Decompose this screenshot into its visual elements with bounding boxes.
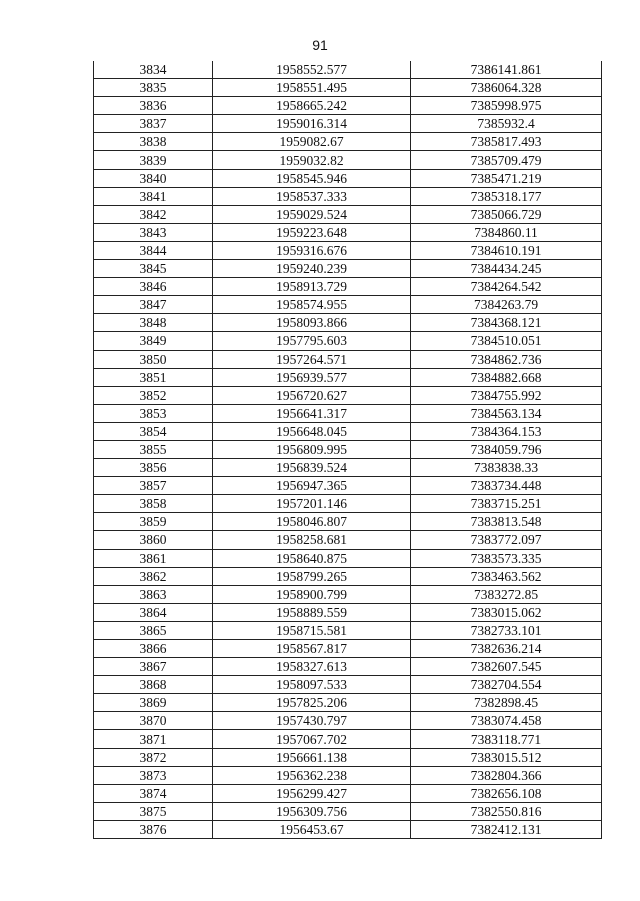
x-coordinate-cell: 1958327.613 <box>213 658 411 676</box>
y-coordinate-cell: 7386141.861 <box>411 61 602 79</box>
y-coordinate-cell: 7385066.729 <box>411 205 602 223</box>
table-row <box>94 531 602 549</box>
point-number-cell: 3870 <box>94 712 213 730</box>
x-coordinate-cell: 1959316.676 <box>213 241 411 259</box>
point-number-cell: 3849 <box>94 332 213 350</box>
table-row <box>94 585 602 603</box>
x-coordinate-cell: 1957201.146 <box>213 495 411 513</box>
point-number-cell: 3861 <box>94 549 213 567</box>
point-number-cell: 3841 <box>94 187 213 205</box>
x-coordinate-cell: 1957795.603 <box>213 332 411 350</box>
table-row <box>94 314 602 332</box>
point-number-cell: 3858 <box>94 495 213 513</box>
x-coordinate-cell: 1959032.82 <box>213 151 411 169</box>
point-number-cell: 3840 <box>94 169 213 187</box>
table-row <box>94 422 602 440</box>
y-coordinate-cell: 7382656.108 <box>411 784 602 802</box>
table-row <box>94 621 602 639</box>
table-row <box>94 549 602 567</box>
x-coordinate-cell: 1956809.995 <box>213 440 411 458</box>
table-row <box>94 603 602 621</box>
point-number-cell: 3850 <box>94 350 213 368</box>
point-number-cell: 3851 <box>94 368 213 386</box>
y-coordinate-cell: 7384364.153 <box>411 422 602 440</box>
x-coordinate-cell: 1956648.045 <box>213 422 411 440</box>
point-number-cell: 3852 <box>94 386 213 404</box>
table-row <box>94 784 602 802</box>
y-coordinate-cell: 7385709.479 <box>411 151 602 169</box>
x-coordinate-cell: 1959223.648 <box>213 223 411 241</box>
y-coordinate-cell: 7382636.214 <box>411 640 602 658</box>
table-row <box>94 260 602 278</box>
x-coordinate-cell: 1959016.314 <box>213 115 411 133</box>
point-number-cell: 3854 <box>94 422 213 440</box>
point-number-cell: 3855 <box>94 440 213 458</box>
x-coordinate-cell: 1957264.571 <box>213 350 411 368</box>
point-number-cell: 3857 <box>94 477 213 495</box>
table-row <box>94 513 602 531</box>
point-number-cell: 3865 <box>94 621 213 639</box>
point-number-cell: 3856 <box>94 459 213 477</box>
table-row <box>94 567 602 585</box>
coordinates-table <box>93 61 602 839</box>
x-coordinate-cell: 1956362.238 <box>213 766 411 784</box>
table-row <box>94 694 602 712</box>
y-coordinate-cell: 7384510.051 <box>411 332 602 350</box>
point-number-cell: 3845 <box>94 260 213 278</box>
point-number-cell: 3876 <box>94 820 213 838</box>
point-number-cell: 3873 <box>94 766 213 784</box>
y-coordinate-cell: 7385817.493 <box>411 133 602 151</box>
y-coordinate-cell: 7383118.771 <box>411 730 602 748</box>
point-number-cell: 3838 <box>94 133 213 151</box>
x-coordinate-cell: 1958567.817 <box>213 640 411 658</box>
table-row <box>94 440 602 458</box>
y-coordinate-cell: 7383734.448 <box>411 477 602 495</box>
point-number-cell: 3847 <box>94 296 213 314</box>
y-coordinate-cell: 7384263.79 <box>411 296 602 314</box>
table-row <box>94 133 602 151</box>
y-coordinate-cell: 7383074.458 <box>411 712 602 730</box>
table-row <box>94 187 602 205</box>
y-coordinate-cell: 7384368.121 <box>411 314 602 332</box>
point-number-cell: 3836 <box>94 97 213 115</box>
x-coordinate-cell: 1958258.681 <box>213 531 411 549</box>
x-coordinate-cell: 1958799.265 <box>213 567 411 585</box>
y-coordinate-cell: 7386064.328 <box>411 79 602 97</box>
x-coordinate-cell: 1958552.577 <box>213 61 411 79</box>
y-coordinate-cell: 7384610.191 <box>411 241 602 259</box>
y-coordinate-cell: 7382804.366 <box>411 766 602 784</box>
table-row <box>94 404 602 422</box>
page-number: 91 <box>312 37 328 53</box>
x-coordinate-cell: 1958913.729 <box>213 278 411 296</box>
table-row <box>94 332 602 350</box>
x-coordinate-cell: 1958889.559 <box>213 603 411 621</box>
y-coordinate-cell: 7385932.4 <box>411 115 602 133</box>
point-number-cell: 3863 <box>94 585 213 603</box>
x-coordinate-cell: 1958093.866 <box>213 314 411 332</box>
point-number-cell: 3834 <box>94 61 213 79</box>
table-row <box>94 278 602 296</box>
y-coordinate-cell: 7384860.11 <box>411 223 602 241</box>
table-row <box>94 676 602 694</box>
table-row <box>94 169 602 187</box>
x-coordinate-cell: 1958640.875 <box>213 549 411 567</box>
point-number-cell: 3844 <box>94 241 213 259</box>
x-coordinate-cell: 1956453.67 <box>213 820 411 838</box>
y-coordinate-cell: 7385471.219 <box>411 169 602 187</box>
point-number-cell: 3869 <box>94 694 213 712</box>
x-coordinate-cell: 1958097.533 <box>213 676 411 694</box>
table-row <box>94 748 602 766</box>
point-number-cell: 3860 <box>94 531 213 549</box>
y-coordinate-cell: 7383015.062 <box>411 603 602 621</box>
table-row <box>94 495 602 513</box>
point-number-cell: 3848 <box>94 314 213 332</box>
point-number-cell: 3867 <box>94 658 213 676</box>
y-coordinate-cell: 7384264.542 <box>411 278 602 296</box>
table-row <box>94 241 602 259</box>
table-row <box>94 658 602 676</box>
x-coordinate-cell: 1957067.702 <box>213 730 411 748</box>
point-number-cell: 3859 <box>94 513 213 531</box>
table-row <box>94 712 602 730</box>
y-coordinate-cell: 7383772.097 <box>411 531 602 549</box>
x-coordinate-cell: 1959082.67 <box>213 133 411 151</box>
x-coordinate-cell: 1957430.797 <box>213 712 411 730</box>
y-coordinate-cell: 7383015.512 <box>411 748 602 766</box>
x-coordinate-cell: 1956839.524 <box>213 459 411 477</box>
y-coordinate-cell: 7385318.177 <box>411 187 602 205</box>
point-number-cell: 3872 <box>94 748 213 766</box>
y-coordinate-cell: 7384755.992 <box>411 386 602 404</box>
y-coordinate-cell: 7384434.245 <box>411 260 602 278</box>
x-coordinate-cell: 1958900.799 <box>213 585 411 603</box>
y-coordinate-cell: 7383715.251 <box>411 495 602 513</box>
point-number-cell: 3846 <box>94 278 213 296</box>
x-coordinate-cell: 1959240.239 <box>213 260 411 278</box>
point-number-cell: 3871 <box>94 730 213 748</box>
x-coordinate-cell: 1959029.524 <box>213 205 411 223</box>
y-coordinate-cell: 7383463.562 <box>411 567 602 585</box>
x-coordinate-cell: 1958537.333 <box>213 187 411 205</box>
y-coordinate-cell: 7383573.335 <box>411 549 602 567</box>
point-number-cell: 3853 <box>94 404 213 422</box>
point-number-cell: 3835 <box>94 79 213 97</box>
point-number-cell: 3874 <box>94 784 213 802</box>
y-coordinate-cell: 7383838.33 <box>411 459 602 477</box>
point-number-cell: 3837 <box>94 115 213 133</box>
y-coordinate-cell: 7384563.134 <box>411 404 602 422</box>
x-coordinate-cell: 1958665.242 <box>213 97 411 115</box>
table-row <box>94 205 602 223</box>
point-number-cell: 3868 <box>94 676 213 694</box>
coordinates-table-body <box>94 61 602 839</box>
y-coordinate-cell: 7382704.554 <box>411 676 602 694</box>
table-row <box>94 223 602 241</box>
point-number-cell: 3875 <box>94 802 213 820</box>
y-coordinate-cell: 7382733.101 <box>411 621 602 639</box>
point-number-cell: 3862 <box>94 567 213 585</box>
table-row <box>94 350 602 368</box>
x-coordinate-cell: 1956661.138 <box>213 748 411 766</box>
point-number-cell: 3864 <box>94 603 213 621</box>
table-row <box>94 151 602 169</box>
y-coordinate-cell: 7384882.668 <box>411 368 602 386</box>
x-coordinate-cell: 1956939.577 <box>213 368 411 386</box>
table-row <box>94 766 602 784</box>
table-row <box>94 802 602 820</box>
y-coordinate-cell: 7382898.45 <box>411 694 602 712</box>
x-coordinate-cell: 1958545.946 <box>213 169 411 187</box>
y-coordinate-cell: 7384059.796 <box>411 440 602 458</box>
table-row <box>94 820 602 838</box>
x-coordinate-cell: 1958574.955 <box>213 296 411 314</box>
y-coordinate-cell: 7384862.736 <box>411 350 602 368</box>
point-number-cell: 3843 <box>94 223 213 241</box>
point-number-cell: 3839 <box>94 151 213 169</box>
x-coordinate-cell: 1956641.317 <box>213 404 411 422</box>
table-row <box>94 730 602 748</box>
x-coordinate-cell: 1957825.206 <box>213 694 411 712</box>
y-coordinate-cell: 7382550.816 <box>411 802 602 820</box>
y-coordinate-cell: 7383813.548 <box>411 513 602 531</box>
x-coordinate-cell: 1956309.756 <box>213 802 411 820</box>
table-row <box>94 459 602 477</box>
point-number-cell: 3842 <box>94 205 213 223</box>
y-coordinate-cell: 7382607.545 <box>411 658 602 676</box>
table-row <box>94 97 602 115</box>
table-row <box>94 79 602 97</box>
y-coordinate-cell: 7383272.85 <box>411 585 602 603</box>
x-coordinate-cell: 1958046.807 <box>213 513 411 531</box>
table-row <box>94 115 602 133</box>
x-coordinate-cell: 1958715.581 <box>213 621 411 639</box>
x-coordinate-cell: 1958551.495 <box>213 79 411 97</box>
table-row <box>94 386 602 404</box>
y-coordinate-cell: 7382412.131 <box>411 820 602 838</box>
table-row <box>94 61 602 79</box>
x-coordinate-cell: 1956299.427 <box>213 784 411 802</box>
table-row <box>94 640 602 658</box>
y-coordinate-cell: 7385998.975 <box>411 97 602 115</box>
x-coordinate-cell: 1956947.365 <box>213 477 411 495</box>
table-row <box>94 368 602 386</box>
table-row <box>94 477 602 495</box>
point-number-cell: 3866 <box>94 640 213 658</box>
x-coordinate-cell: 1956720.627 <box>213 386 411 404</box>
table-row <box>94 296 602 314</box>
